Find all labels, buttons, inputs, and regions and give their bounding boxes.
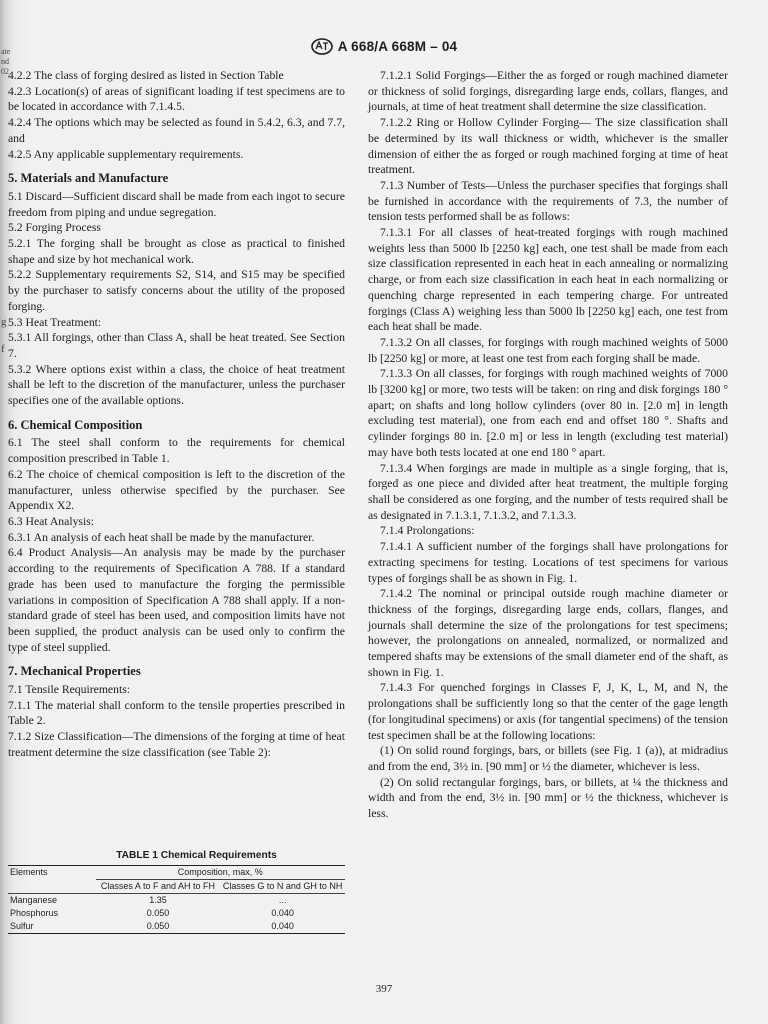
margin-fragment: g: [1, 316, 7, 328]
paragraph: 7.1.4 Prolongations:: [380, 524, 475, 538]
right-column: [368, 68, 728, 822]
paragraph: 4.2.3 Location(s) of areas of significant loading if test specimens are to be located in accordance with 7.1.4.5.: [8, 84, 345, 114]
table-row: [8, 920, 345, 934]
paragraph: 5.2.2 Supplementary requirements S2, S14, and S15 may be specified by the purchaser to satisfy concerns about the utility of the proposed forging.: [8, 268, 345, 313]
page-number: 397: [375, 983, 393, 995]
paragraph: 7.1.3.3 On all classes, for forgings with rough machined weights of 7000 lb [3200 kg] or more, two tests will be taken: on ring and disk forgings 180 ° apart; on shafts and long hollow cylinders (over 80 in. [2.0 m] in length excluding test material), one from each end and offset 180 °. Shafts and cylinder forgings 80 in. [2.0 m] or less in length (excluding test material) may have both tests located at one end 180 ° apart.: [368, 367, 728, 459]
section-heading: 7. Mechanical Properties: [8, 664, 141, 679]
astm-logo-icon: [311, 38, 333, 55]
paragraph: 4.2.2 The class of forging desired as listed in Section Table: [8, 69, 284, 82]
paragraph: 5.1 Discard—Sufficient discard shall be made from each ingot to secure freedom from piping and undue segregation.: [8, 189, 345, 219]
value-cell: 0.050: [146, 908, 170, 918]
margin-fragment: nd: [1, 57, 9, 66]
margin-fragment: f: [1, 343, 5, 355]
paragraph: 7.1 Tensile Requirements:: [8, 683, 130, 697]
paragraph: 7.1.1 The material shall conform to the tensile properties prescribed in Table 2.: [8, 698, 345, 728]
element-name-cell: Sulfur: [10, 921, 34, 931]
paragraph: 7.1.3.1 For all classes of heat-treated forgings with rough machined weights less than 5000 lb [2250 kg] each, one test shall be made from each size classification represented in each heat in each annealing or normalizing charge, or from each size classification in each heat in each normalizing or quenching charge represented in each tempering charge. For untreated forgings (Class A) weighing less than 5000 lb [2250 kg] each, one test from each heat shall be made.: [368, 226, 728, 334]
paragraph: 6.2 The choice of chemical composition is left to the discretion of the manufacturer, unless otherwise specified by the purchaser. See Appendix X2.: [8, 467, 345, 513]
paragraph: 7.1.3.4 When forgings are made in multiple as a single forging, that is, forged as one piece and divided after heat treatment, the multiple forging shall be considered as one forging, and the number of tests required shall be as designated in 7.1.3.1, 7.1.3.2, and 7.1.3.3.: [368, 461, 728, 522]
paragraph: 4.2.4 The options which may be selected as found in 5.4.2, 6.3, and 7.7, and: [8, 116, 345, 145]
paragraph: (1) On solid round forgings, bars, or billets (see Fig. 1 (a)), at midradius and from the end, 3½ in. [90 mm] or ½ the diameter, whichever is less.: [368, 744, 728, 773]
paragraph: (2) On solid rectangular forgings, bars, or billets, at ¼ the thickness and width and from the end, 3½ in. [90 mm] or ½ the thickness, whichever is less.: [368, 775, 728, 821]
paragraph: 5.3.1 All forgings, other than Class A, shall be heat treated. See Section 7.: [8, 331, 345, 360]
paragraph: 7.1.3 Number of Tests—Unless the purchaser specifies that forgings shall be furnished in accordance with the requirements of 7.3, the number of tension tests performed shall be as follows:: [368, 178, 728, 224]
margin-fragment: ate: [1, 47, 11, 56]
stub-header: Elements: [10, 867, 48, 877]
table-row: [8, 907, 345, 920]
paragraph: 5.3.2 Where options exist within a class, the choice of heat treatment shall be left to the discretion of the manufacturer, unless the purchaser specifies one of the available options.: [8, 362, 345, 408]
element-name-cell: Manganese: [8, 894, 96, 908]
left-column: [8, 68, 345, 761]
value-cell: ...: [220, 894, 345, 908]
column-header: Classes A to F and AH to FH: [100, 881, 215, 891]
table-row: [8, 894, 345, 908]
table-chemical-requirements: [8, 850, 345, 934]
paragraph: 6.1 The steel shall conform to the requirements for chemical composition prescribed in Table 1.: [8, 436, 345, 466]
value-cell: 0.040: [271, 921, 294, 931]
margin-fragment: 02: [1, 67, 9, 76]
value-cell: 0.050: [146, 921, 170, 931]
paragraph: 7.1.2 Size Classification—The dimensions of the forging at time of heat treatment determine the size classification (see Table 2):: [8, 730, 345, 759]
paragraph: 7.1.4.2 The nominal or principal outside rough machine diameter or thickness of the forgings, disregarding large ends, collars, flanges, and journals shall determine the size of the prolongations for test specimens; however, the prolongations on annealed, normalized, or normalized and tempered shafts may be extensions of the small diameter end of the shaft, as shown in Fig. 1.: [368, 587, 728, 679]
paragraph: 5.2.1 The forging shall be brought as close as practical to finished shape and size by hot mechanical work.: [8, 237, 345, 266]
paragraph: 7.1.2.2 Ring or Hollow Cylinder Forging— The size classification shall be determined by its wall thickness or width, whichever is the smaller dimension of either the as forged or rough machined forging at time of heat treatment.: [368, 116, 728, 177]
paragraph: 6.4 Product Analysis—An analysis may be made by the purchaser according to the requirements of Specification A 788. If a standard grade has been used to manufacture the forging the permissible variations in composition of Specification A 788 shall apply. If a non-standard grade of steel has been used, and composition limits have not been supplied, the product analysis can be used only to confirm the type of steel supplied.: [8, 546, 345, 654]
value-cell: 0.040: [271, 908, 294, 918]
section-heading: 6. Chemical Composition: [8, 417, 143, 432]
page-header: [0, 38, 768, 55]
paragraph: 7.1.2.1 Solid Forgings—Either the as forged or rough machined diameter or thickness of solid forgings, disregarding large ends, collars, flanges, and journals, at time of heat treatment shall determine the size classification.: [368, 69, 728, 114]
paragraph: 5.2 Forging Process: [8, 221, 101, 235]
element-name-cell: Phosphorus: [10, 908, 59, 918]
table-title: TABLE 1 Chemical Requirements: [116, 850, 277, 861]
section-heading: 5. Materials and Manufacture: [8, 171, 169, 186]
paragraph: 6.3 Heat Analysis:: [8, 514, 95, 528]
chemical-table: [8, 865, 345, 934]
value-cell: 1.35: [96, 894, 221, 908]
paragraph: 7.1.3.2 On all classes, for forgings with rough machined weights of 5000 lb [2250 kg] or more, at least one test from each forging shall be made.: [368, 335, 728, 365]
group-header: Composition, max, %: [96, 866, 345, 880]
paragraph: 6.3.1 An analysis of each heat shall be made by the manufacturer.: [8, 530, 315, 544]
paragraph: 5.3 Heat Treatment:: [8, 315, 102, 329]
paragraph: 7.1.4.1 A sufficient number of the forgings shall have prolongations for extracting specimens for testing. Locations of test specimens for various types of forgings shall be as shown in Fig. 1.: [368, 540, 728, 585]
paragraph: 7.1.4.3 For quenched forgings in Classes F, J, K, L, M, and N, the prolongations shall be sufficiently long so that the center of the gage length (for longitudinal specimens) or axis (for tangential specimens) of the tension test specimen shall be at the following locations:: [368, 681, 728, 742]
column-header: Classes G to N and GH to NH: [222, 881, 343, 891]
paragraph: 4.2.5 Any applicable supplementary requirements.: [8, 147, 244, 161]
standard-designation: A 668/A 668M – 04: [337, 39, 458, 54]
